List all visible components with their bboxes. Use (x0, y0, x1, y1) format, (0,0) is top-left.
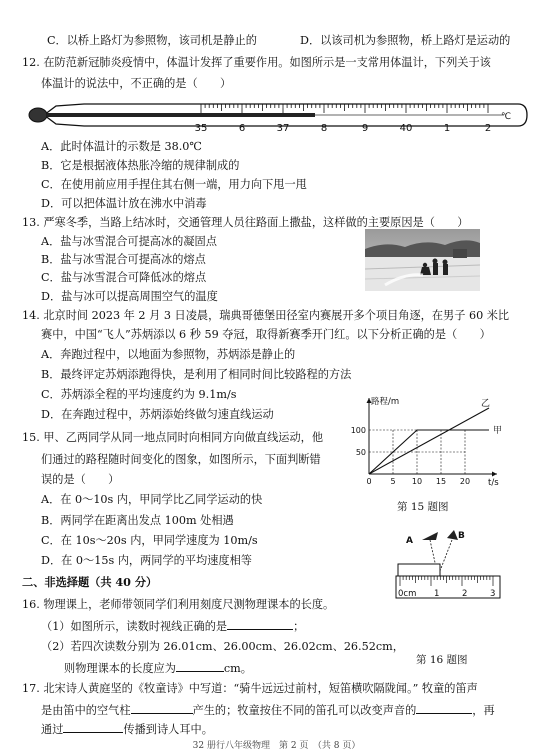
scale-label-35: 35 (194, 123, 208, 134)
chart-series-line-yi (369, 408, 489, 474)
scale-label-40: 40 (399, 123, 413, 134)
q13-option-b: B．盐与冰雪混合可提高冰的熔点 (41, 253, 206, 266)
thermometer-figure (26, 96, 530, 134)
scale-label-9: 9 (361, 123, 369, 134)
distance-time-chart (345, 392, 505, 492)
q15-stem-line2: 们通过的路程随时间变化的图象，如图所示，下面判断错 (41, 453, 321, 466)
q17-stem-line1: 17. 北宋诗人黄庭坚的《牧童诗》中写道：“骑牛远远过前村，短笛横吹隔陇闻。” 牧童的笛声 (22, 682, 478, 695)
ruler-label-3: 3 (490, 589, 496, 599)
chart-x-tick-label: 15 (435, 477, 447, 486)
q11-option-c: C．以桥上路灯为参照物，该司机是静止的 (47, 34, 257, 47)
q16-part2-line1: （2）若四次读数分别为 26.01cm、26.00cm、26.02cm、26.52cm， (41, 640, 404, 653)
q17-answer-blank-2[interactable] (416, 702, 472, 714)
q17-line2-text-b: 产生的；牧童按住不同的笛孔可以改变声音的 (192, 704, 417, 717)
chart-y-tick-label: 100 (350, 426, 366, 435)
chart-x-tick-label: 20 (459, 477, 471, 486)
q15-option-c: C．在 10s～20s 内，甲同学速度为 10m/s (41, 534, 258, 547)
q14-option-a: A．奔跑过程中，以地面为参照物，苏炳添是静止的 (41, 348, 296, 361)
eye-label-a: A (406, 536, 413, 546)
q17-answer-blank-1[interactable] (131, 702, 193, 714)
q17-line2-text-c: ，再 (472, 704, 495, 717)
q17-line2 (41, 702, 495, 718)
q16-part2-line2 (64, 660, 252, 676)
q15-option-b: B．两同学在距离出发点 100m 处相遇 (41, 514, 234, 527)
q14-stem-line2: 赛中，中国“飞人”苏炳添以 6 秒 59 夺冠，取得新赛季开门红。以下分析正确的是（ ） (41, 328, 491, 341)
q13-option-a: A．盐与冰雪混合可提高冰的凝固点 (41, 235, 217, 248)
q12-option-b: B．它是根据液体热胀冷缩的规律制成的 (41, 159, 240, 172)
salting-road-photo (365, 229, 480, 291)
q16-part1 (41, 618, 304, 634)
q17-line3 (41, 721, 213, 737)
eye-label-b: B (458, 531, 465, 541)
q17-line3-text-a: 通过 (41, 723, 64, 736)
q13-option-d: D．盐与冰可以提高周围空气的温度 (41, 290, 218, 303)
q16-part2-unit: cm。 (223, 662, 252, 675)
q12-option-a: A．此时体温计的示数是 38.0℃ (41, 140, 202, 153)
q15-option-a: A．在 0～10s 内，甲同学比乙同学运动的快 (41, 493, 263, 506)
q17-line3-text-b: 传播到诗人耳中。 (123, 723, 213, 736)
q16-answer-blank-2[interactable] (176, 660, 224, 672)
scale-label-37: 37 (276, 123, 290, 134)
chart-xlabel: t/s (488, 478, 499, 488)
q15-figure-caption: 第 15 题图 (397, 501, 449, 513)
q16-part2-text: 则物理课本的长度应为 (64, 662, 176, 675)
q16-stem: 16. 物理课上，老师带领同学们利用刻度尺测物理课本的长度。 (22, 598, 335, 611)
chart-ylabel: 路程/m (371, 397, 400, 407)
chart-series-label: 甲 (493, 426, 503, 436)
q16-figure-caption: 第 16 题图 (416, 654, 468, 666)
ruler-label-1: 1 (434, 589, 440, 599)
chart-x-tick-label: 5 (390, 477, 396, 486)
ruler-figure (392, 528, 504, 632)
ruler-label-2: 2 (462, 589, 468, 599)
q16-part1-end: ； (293, 620, 305, 633)
q11-option-d: D．以该司机为参照物，桥上路灯是运动的 (300, 34, 511, 47)
q12-stem-line1: 12. 在防范新冠肺炎疫情中，体温计发挥了重要作用。如图所示是一支常用体温计，下列关于该 (22, 56, 491, 69)
q14-option-b: B．最终评定苏炳添跑得快，是利用了相同时间比较路程的方法 (41, 368, 352, 381)
chart-x-arrow (492, 472, 497, 477)
chart-x-tick-label: 10 (411, 477, 423, 486)
scale-label-2: 2 (484, 123, 492, 134)
q15-stem-line1: 15. 甲、乙两同学从同一地点同时向相同方向做直线运动，他 (22, 431, 324, 444)
q14-option-d: D．在奔跑过程中，苏炳添始终做匀速直线运动 (41, 408, 274, 421)
scale-unit: ℃ (500, 112, 512, 122)
q14-option-c: C．苏炳添全程的平均速度约为 9.1m/s (41, 388, 237, 401)
chart-x-tick-label: 0 (366, 477, 372, 486)
scale-label-1: 1 (443, 123, 451, 134)
q12-option-d: D．可以把体温计放在沸水中消毒 (41, 197, 207, 210)
page-footer: 32 册行八年级物理 第 2 页 （共 8 页） (192, 741, 361, 751)
q13-option-c: C．盐与冰雪混合可降低冰的熔点 (41, 271, 207, 284)
q17-answer-blank-3[interactable] (63, 721, 123, 733)
q17-line2-text-a: 是由笛中的空气柱 (41, 704, 131, 717)
q16-part1-text: （1）如图所示，读数时视线正确的是 (41, 620, 228, 633)
q15-stem-line3: 误的是（ ） (41, 473, 120, 486)
scale-label-6: 6 (238, 123, 246, 134)
chart-series-label: 乙 (481, 399, 491, 409)
q15-option-d: D．在 0～15s 内，两同学的平均速度相等 (41, 554, 252, 567)
q13-stem: 13. 严寒冬季，当路上结冰时，交通管理人员往路面上撒盐，这样做的主要原因是（ ） (22, 216, 469, 229)
q12-option-c: C．在使用前应用手捏住其右侧一端，用力向下甩一甩 (41, 178, 307, 191)
q16-answer-blank-1[interactable] (227, 618, 293, 630)
q14-stem-line1: 14. 北京时间 2023 年 2 月 3 日凌晨，瑞典哥德堡田径室内赛展开多个项目角逐，在男子 60 米比 (22, 309, 510, 322)
chart-y-tick-label: 50 (355, 448, 366, 457)
section-title: 二、非选择题（共 40 分） (22, 575, 158, 589)
ruler-label-0cm: 0cm (398, 589, 417, 599)
q12-stem-line2: 体温计的说法中，不正确的是（ ） (41, 77, 232, 90)
scale-label-8: 8 (320, 123, 328, 134)
